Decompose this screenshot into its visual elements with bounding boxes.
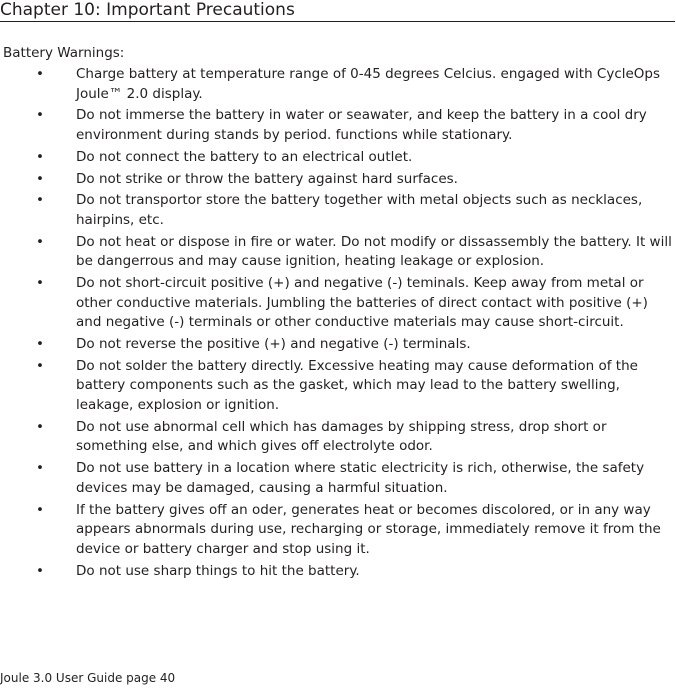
bullet-icon: •: [36, 501, 44, 518]
warning-text: Charge battery at temperature range of 0-45 degrees Celcius. engaged with CycleOps Joule™ 2.0 display.: [76, 66, 661, 102]
list-item: [0, 335, 676, 355]
bullet-icon: •: [36, 357, 44, 374]
warning-text: Do not connect the battery to an electrical outlet.: [76, 148, 413, 165]
list-item: [0, 233, 676, 272]
warning-text: Do not immerse the battery in water or seawater, and keep the battery in a cool dry environment during stands by period. functions while stationary.: [76, 107, 647, 143]
list-item: [0, 148, 676, 168]
warning-text: Do not use abnormal cell which has damages by shipping stress, drop short or something else, and which gives off electrolyte odor.: [76, 418, 607, 455]
bullet-icon: •: [36, 562, 44, 579]
warning-text: Do not solder the battery directly. Excessive heating may cause deformation of the battery components such as the gasket, which may lead to the battery swelling, leakage, explosion or ignition.: [76, 357, 638, 413]
chapter-title: Chapter 10: Important Precautions: [0, 0, 295, 20]
warning-text: Do not short-circuit positive (+) and negative (-) teminals. Keep away from metal or other conductive materials. Jumbling the batteries of direct contact with positive (+) and negative (-) terminals or other conductive materials may cause short-circuit.: [76, 275, 648, 331]
list-item: [0, 357, 676, 416]
bullet-icon: •: [36, 336, 44, 353]
list-item: [0, 170, 676, 190]
battery-warnings-list: [0, 65, 676, 583]
bullet-icon: •: [36, 275, 44, 292]
section-heading: Battery Warnings:: [3, 45, 125, 61]
list-item: [0, 65, 676, 104]
bullet-icon: •: [36, 66, 44, 82]
page-footer: Joule 3.0 User Guide page 40: [0, 671, 176, 685]
warning-text: Do not use battery in a location where static electricity is rich, otherwise, the safety devices may be damaged, causing a harmful situation.: [76, 460, 645, 496]
warning-text: Do not transportor store the battery together with metal objects such as necklaces, hairpins, etc.: [76, 192, 643, 228]
bullet-icon: •: [36, 192, 44, 209]
bullet-icon: •: [36, 107, 44, 124]
list-item: [0, 106, 676, 145]
bullet-icon: •: [36, 233, 44, 250]
list-item: [0, 191, 676, 230]
bullet-icon: •: [36, 170, 44, 187]
list-item: [0, 562, 676, 582]
title-divider: [0, 21, 675, 22]
bullet-icon: •: [36, 460, 44, 477]
warning-text: If the battery gives off an oder, generates heat or becomes discolored, or in any way appears abnormals during use, recharging or storage, immediately remove it from the device or battery charger and stop using it.: [76, 501, 661, 557]
list-item: [0, 418, 676, 457]
warning-text: Do not strike or throw the battery against hard surfaces.: [76, 170, 458, 187]
bullet-icon: •: [36, 418, 44, 435]
bullet-icon: •: [36, 148, 44, 165]
list-item: [0, 459, 676, 498]
list-item: [0, 501, 676, 560]
warning-text: Do not use sharp things to hit the battery.: [76, 562, 360, 579]
warning-text: Do not heat or dispose in fire or water. Do not modify or dissassembly the battery. It will be dangerrous and may cause ignition, heating leakage or explosion.: [76, 233, 672, 270]
warning-text: Do not reverse the positive (+) and negative (-) terminals.: [76, 336, 471, 353]
list-item: [0, 274, 676, 333]
